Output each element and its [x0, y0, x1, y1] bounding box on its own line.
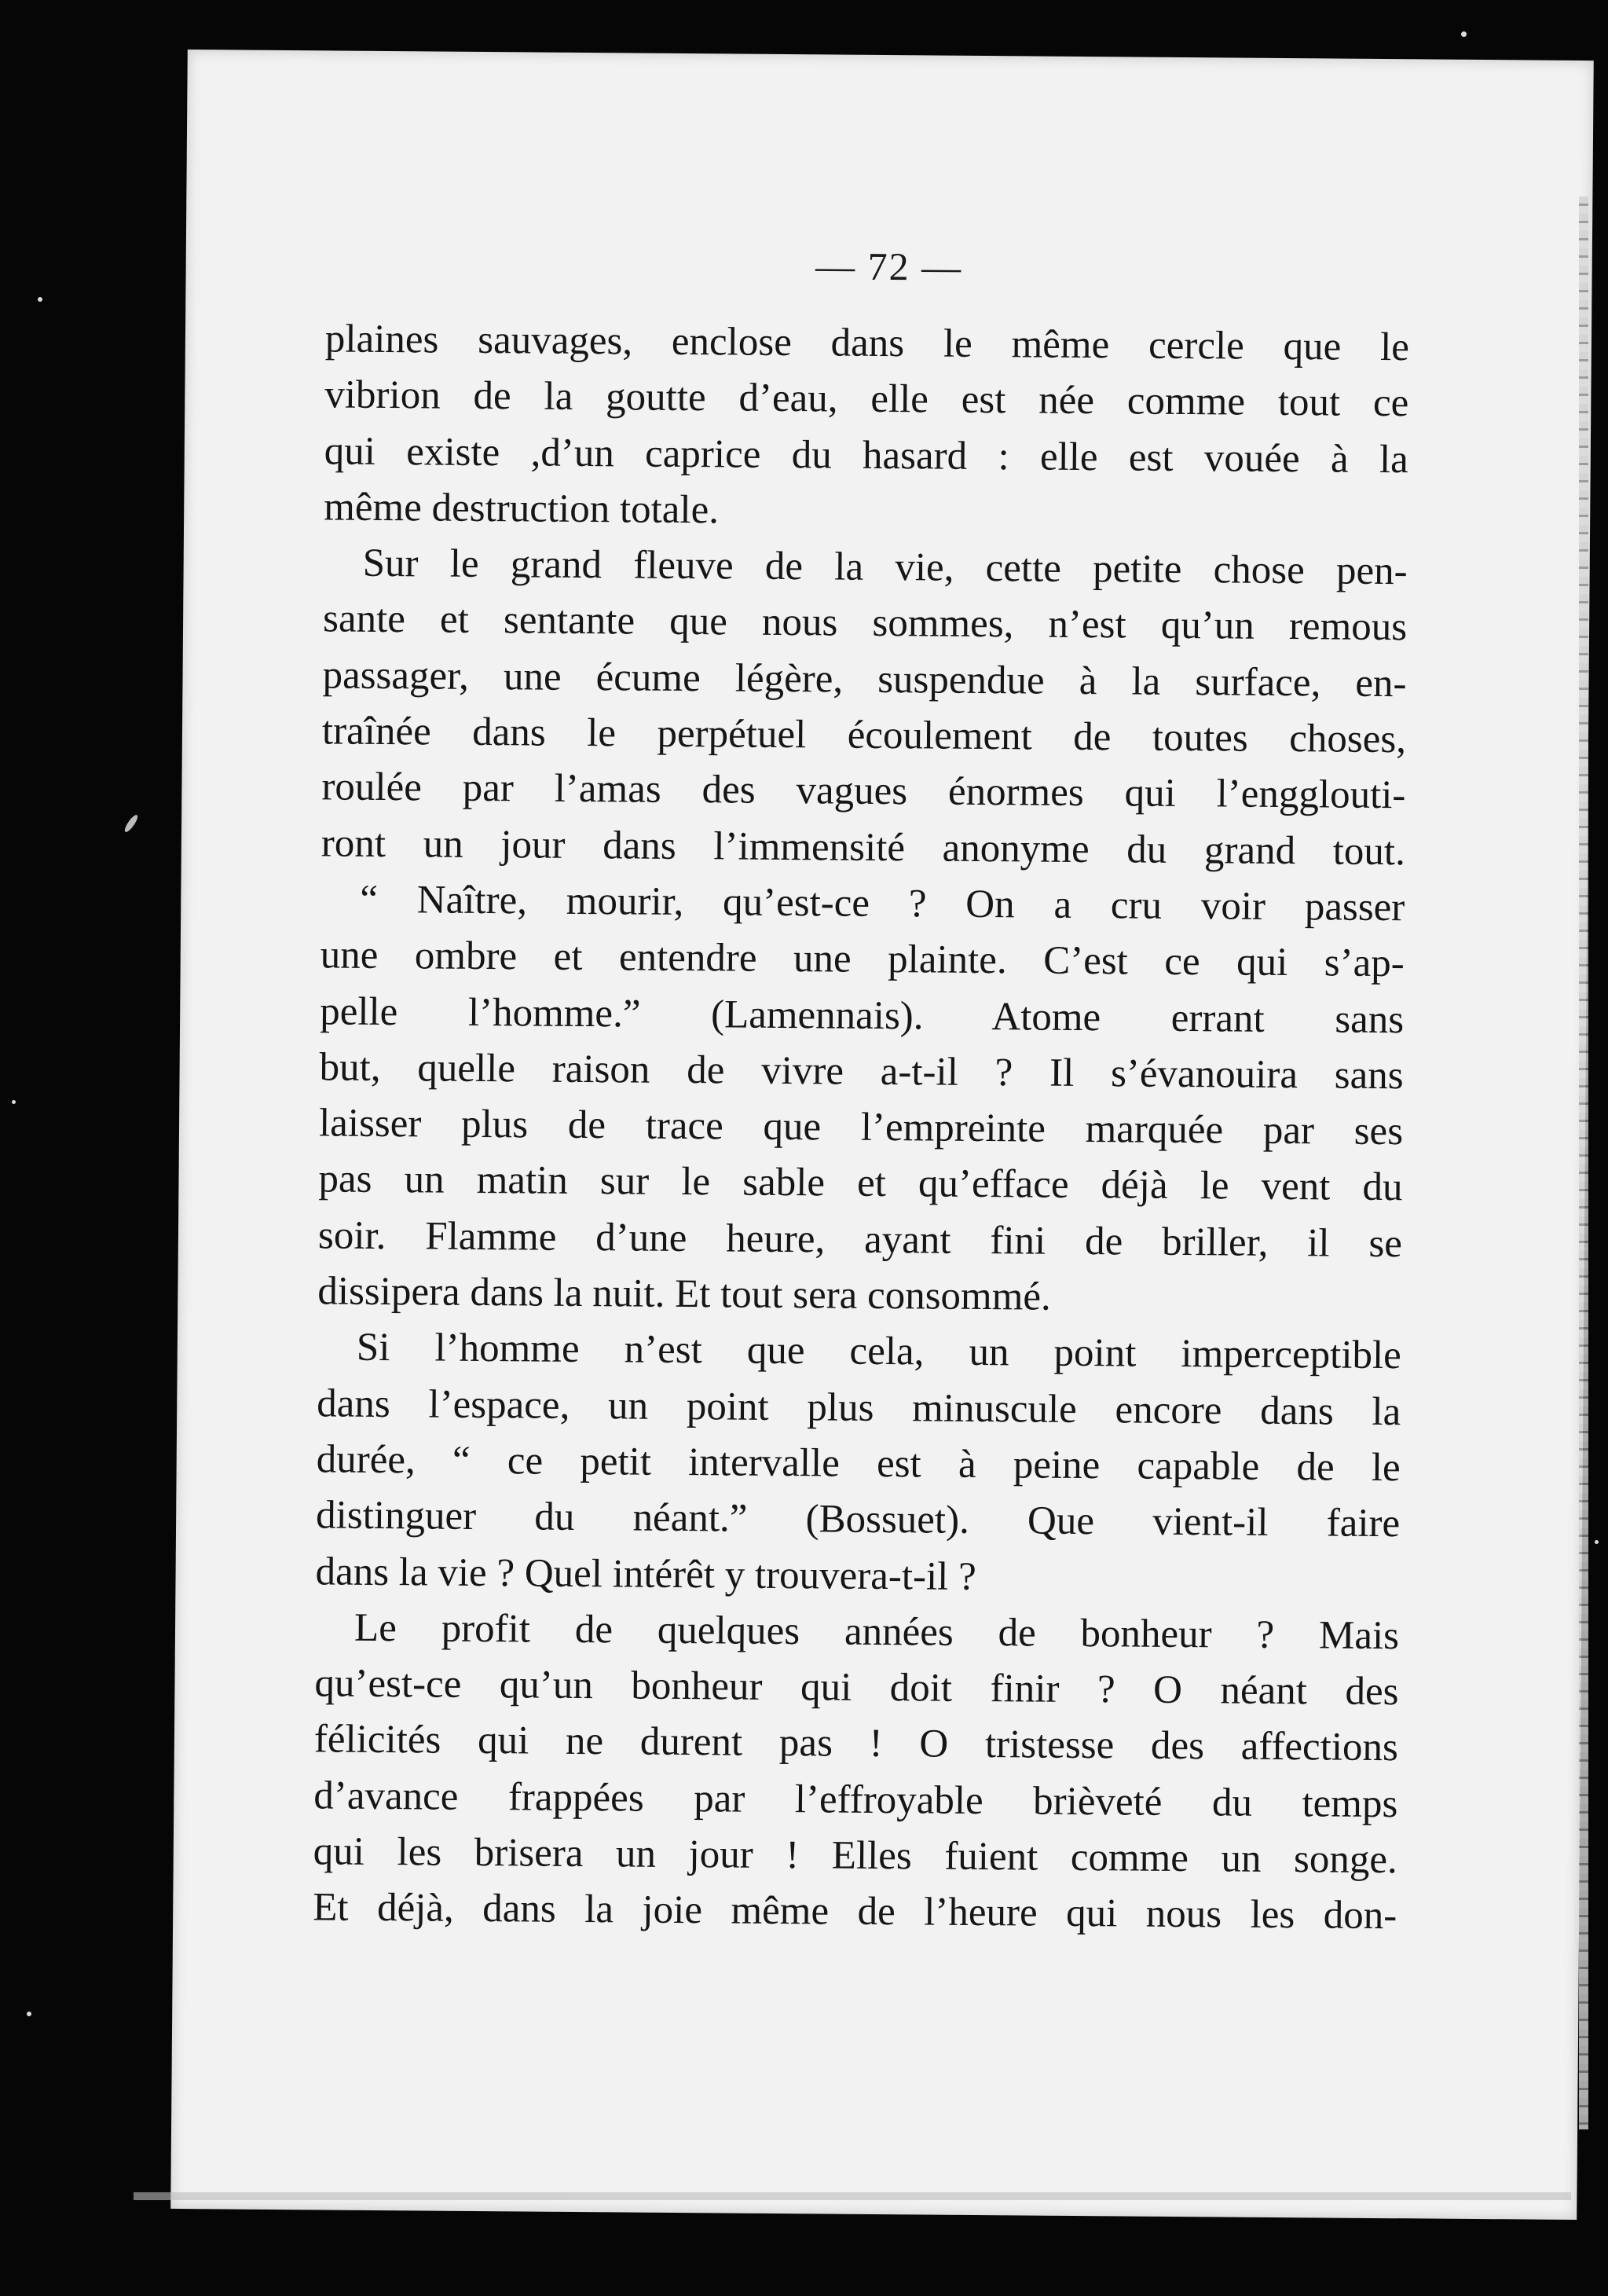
dust-speck — [1461, 31, 1467, 37]
dust-speck — [38, 297, 42, 302]
text-line: laisser plus de trace que l’empreinte marquée par ses — [318, 1101, 1404, 1154]
text-line: une ombre et entendre une plainte. C’est ce qui s’ap- — [320, 933, 1405, 986]
text-line: Le profit de quelques années de bonheur ? Mais — [353, 1605, 1400, 1659]
body-text — [313, 311, 1409, 1944]
text-line: dans la vie ? Quel intérêt y trouvera-t-il ? — [315, 1549, 976, 1599]
dust-speck — [27, 2012, 31, 2016]
text-line: “ Naître, mourir, qu’est-ce ? On a cru voir passer — [360, 877, 1405, 930]
dust-speck — [1595, 1540, 1599, 1544]
text-line: dans l’espace, un point plus minuscule encore dans la — [317, 1381, 1401, 1434]
text-line: même destruction totale. — [324, 485, 720, 533]
text-line: qui les brisera un jour ! Elles fuient comme un songe. — [313, 1829, 1397, 1883]
text-line: Et déjà, dans la joie même de l’heure qui nous les don- — [313, 1885, 1397, 1938]
page-edge-bottom — [134, 2192, 1571, 2200]
text-line: pelle l’homme.” (Lamennais). Atome errant sans — [319, 988, 1405, 1042]
dust-speck — [123, 813, 139, 834]
text-line: distinguer du néant.” (Bossuet). Que vient-il faire — [315, 1493, 1401, 1546]
text-line: ront un jour dans l’immensité anonyme du grand tout. — [321, 821, 1406, 874]
page-number: — 72 — — [815, 244, 963, 289]
text-line: Si l’homme n’est que cela, un point imperceptible — [356, 1326, 1402, 1378]
text-line: soir. Flamme d’une heure, ayant fini de briller, il se — [317, 1213, 1403, 1266]
text-line: traînée dans le perpétuel écoulement de toutes choses, — [321, 709, 1407, 762]
text-line: qui existe ,d’un caprice du hasard : elle est vouée à la — [324, 428, 1408, 482]
text-line: roulée par l’amas des vagues énormes qui l’engglouti- — [321, 765, 1406, 818]
book-page — [170, 50, 1594, 2220]
page-edge-right — [1579, 196, 1588, 2129]
text-line: pas un matin sur le sable et qu’efface déjà le vent du — [318, 1157, 1403, 1210]
text-line: dissipera dans la nuit. Et tout sera consommé. — [317, 1269, 1051, 1319]
text-line: plaines sauvages, enclose dans le même cercle que le — [324, 317, 1410, 370]
text-line: durée, “ ce petit intervalle est à peine capable de le — [316, 1437, 1401, 1491]
text-line: Sur le grand fleuve de la vie, cette petite chose pen- — [362, 541, 1408, 594]
text-line: félicités qui ne durent pas ! O tristesse des affections — [313, 1717, 1399, 1770]
text-line: qu’est-ce qu’un bonheur qui doit finir ? O néant des — [314, 1661, 1399, 1715]
text-line: passager, une écume légère, suspendue à la surface, en- — [322, 653, 1407, 706]
text-line: d’avance frappées par l’effroyable brièveté du temps — [313, 1773, 1398, 1826]
text-line: sante et sentante que nous sommes, n’est qu’un remous — [322, 596, 1408, 650]
text-line: but, quelle raison de vivre a-t-il ? Il s’évanouira sans — [319, 1045, 1404, 1098]
dust-speck — [12, 1100, 16, 1104]
text-line: vibrion de la goutte d’eau, elle est née comme tout ce — [324, 372, 1409, 426]
